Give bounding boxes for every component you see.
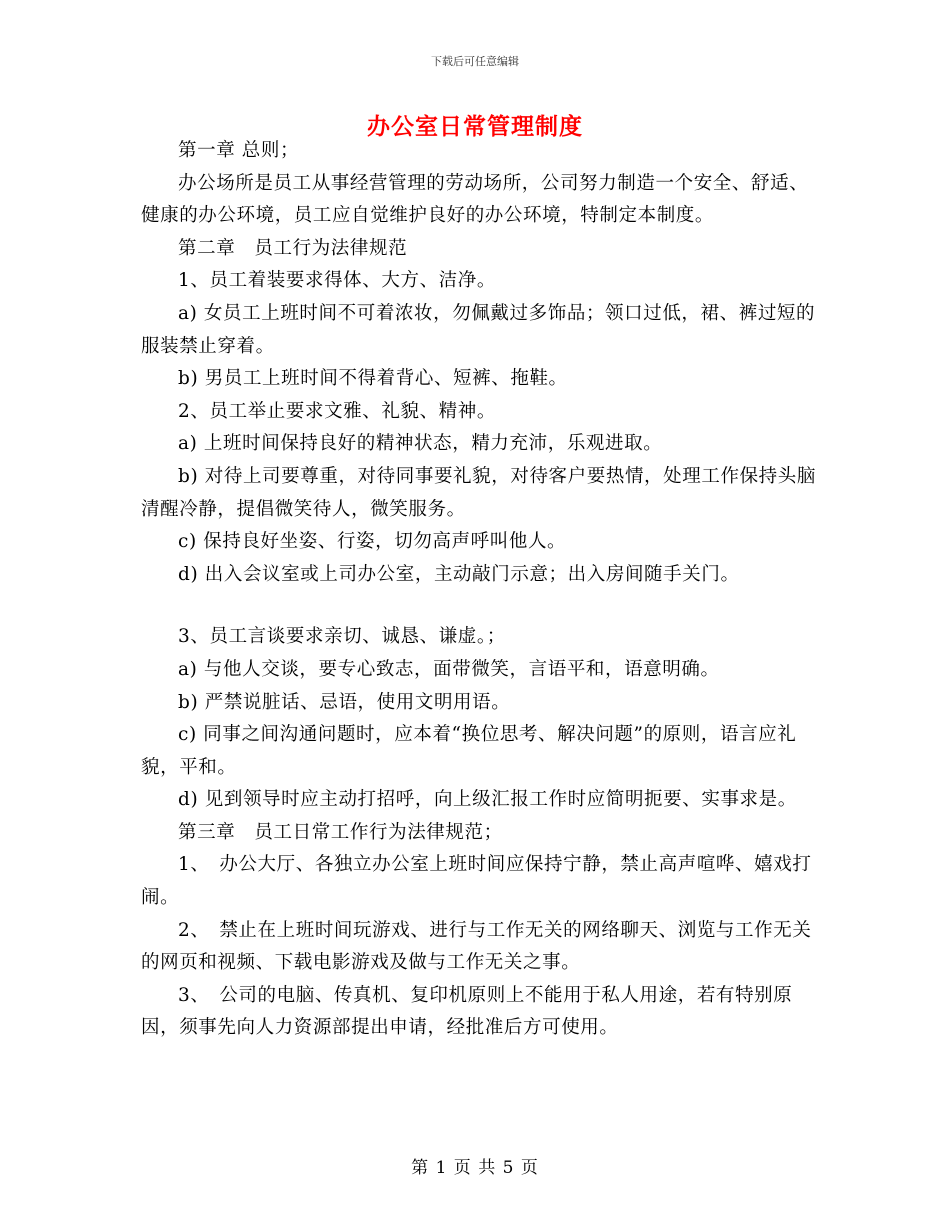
list-item: 3、员工言谈要求亲切、诚恳、谦虚。； [178,626,506,648]
paragraph: 办公场所是员工从事经营管理的劳动场所，公司努力制造一个安全、舒适、健康的办公环境，员工应自觉维护良好的办公环境，特制定本制度。 [141,172,809,227]
list-item: d) 见到领导时应主动打招呼，向上级汇报工作时应简明扼要、实事求是。 [178,789,797,811]
list-item: a) 与他人交谈，要专心致志，面带微笑，言语平和，语意明确。 [178,658,720,680]
page-number-footer: 第 1 页 共 5 页 [411,1158,539,1178]
list-item: 2、员工举止要求文雅、礼貌、精神。 [178,400,496,422]
list-item: c) 保持良好坐姿、行姿，切勿高声呼叫他人。 [178,531,567,553]
chapter-2-heading: 第二章 员工行为法律规范 [178,237,408,259]
chapter-3-heading: 第三章 员工日常工作行为法律规范； [178,821,503,843]
document-title: 办公室日常管理制度 [367,113,583,140]
paragraph-gap [141,591,821,621]
list-item: d) 出入会议室或上司办公室，主动敲门示意；出入房间随手关门。 [178,563,740,585]
list-item: b) 男员工上班时间不得着背心、短裤、拖鞋。 [178,368,568,390]
list-item: 2、 禁止在上班时间玩游戏、进行与工作无关的网络聊天、浏览与工作无关的网页和视频、下载电影游戏及做与工作无关之事。 [141,919,812,974]
list-item: 3、 公司的电脑、传真机、复印机原则上不能用于私人用途，若有特别原因，须事先向人力资源部提出申请，经批准后方可使用。 [141,984,793,1039]
page-header-note: 下载后可任意编辑 [431,55,519,68]
document-body [141,135,821,1045]
list-item: 1、员工着装要求得体、大方、洁净。 [178,270,496,292]
list-item: a) 女员工上班时间不可着浓妆，勿佩戴过多饰品；领口过低，裙、裤过短的服装禁止穿着。 [141,302,816,357]
list-item: 1、 办公大厅、各独立办公室上班时间应保持宁静，禁止高声喧哗、嬉戏打闹。 [141,854,812,909]
list-item: b) 对待上司要尊重，对待同事要礼貌，对待客户要热情，处理工作保持头脑清醒冷静，提倡微笑待人，微笑服务。 [141,465,816,520]
list-item: a) 上班时间保持良好的精神状态，精力充沛，乐观进取。 [178,433,663,455]
list-item: b) 严禁说脏话、忌语，使用文明用语。 [178,691,511,713]
chapter-1-heading: 第一章 总则； [178,140,300,161]
list-item: c) 同事之间沟通问题时，应本着“换位思考、解决问题”的原则，语言应礼貌，平和。 [141,724,797,778]
